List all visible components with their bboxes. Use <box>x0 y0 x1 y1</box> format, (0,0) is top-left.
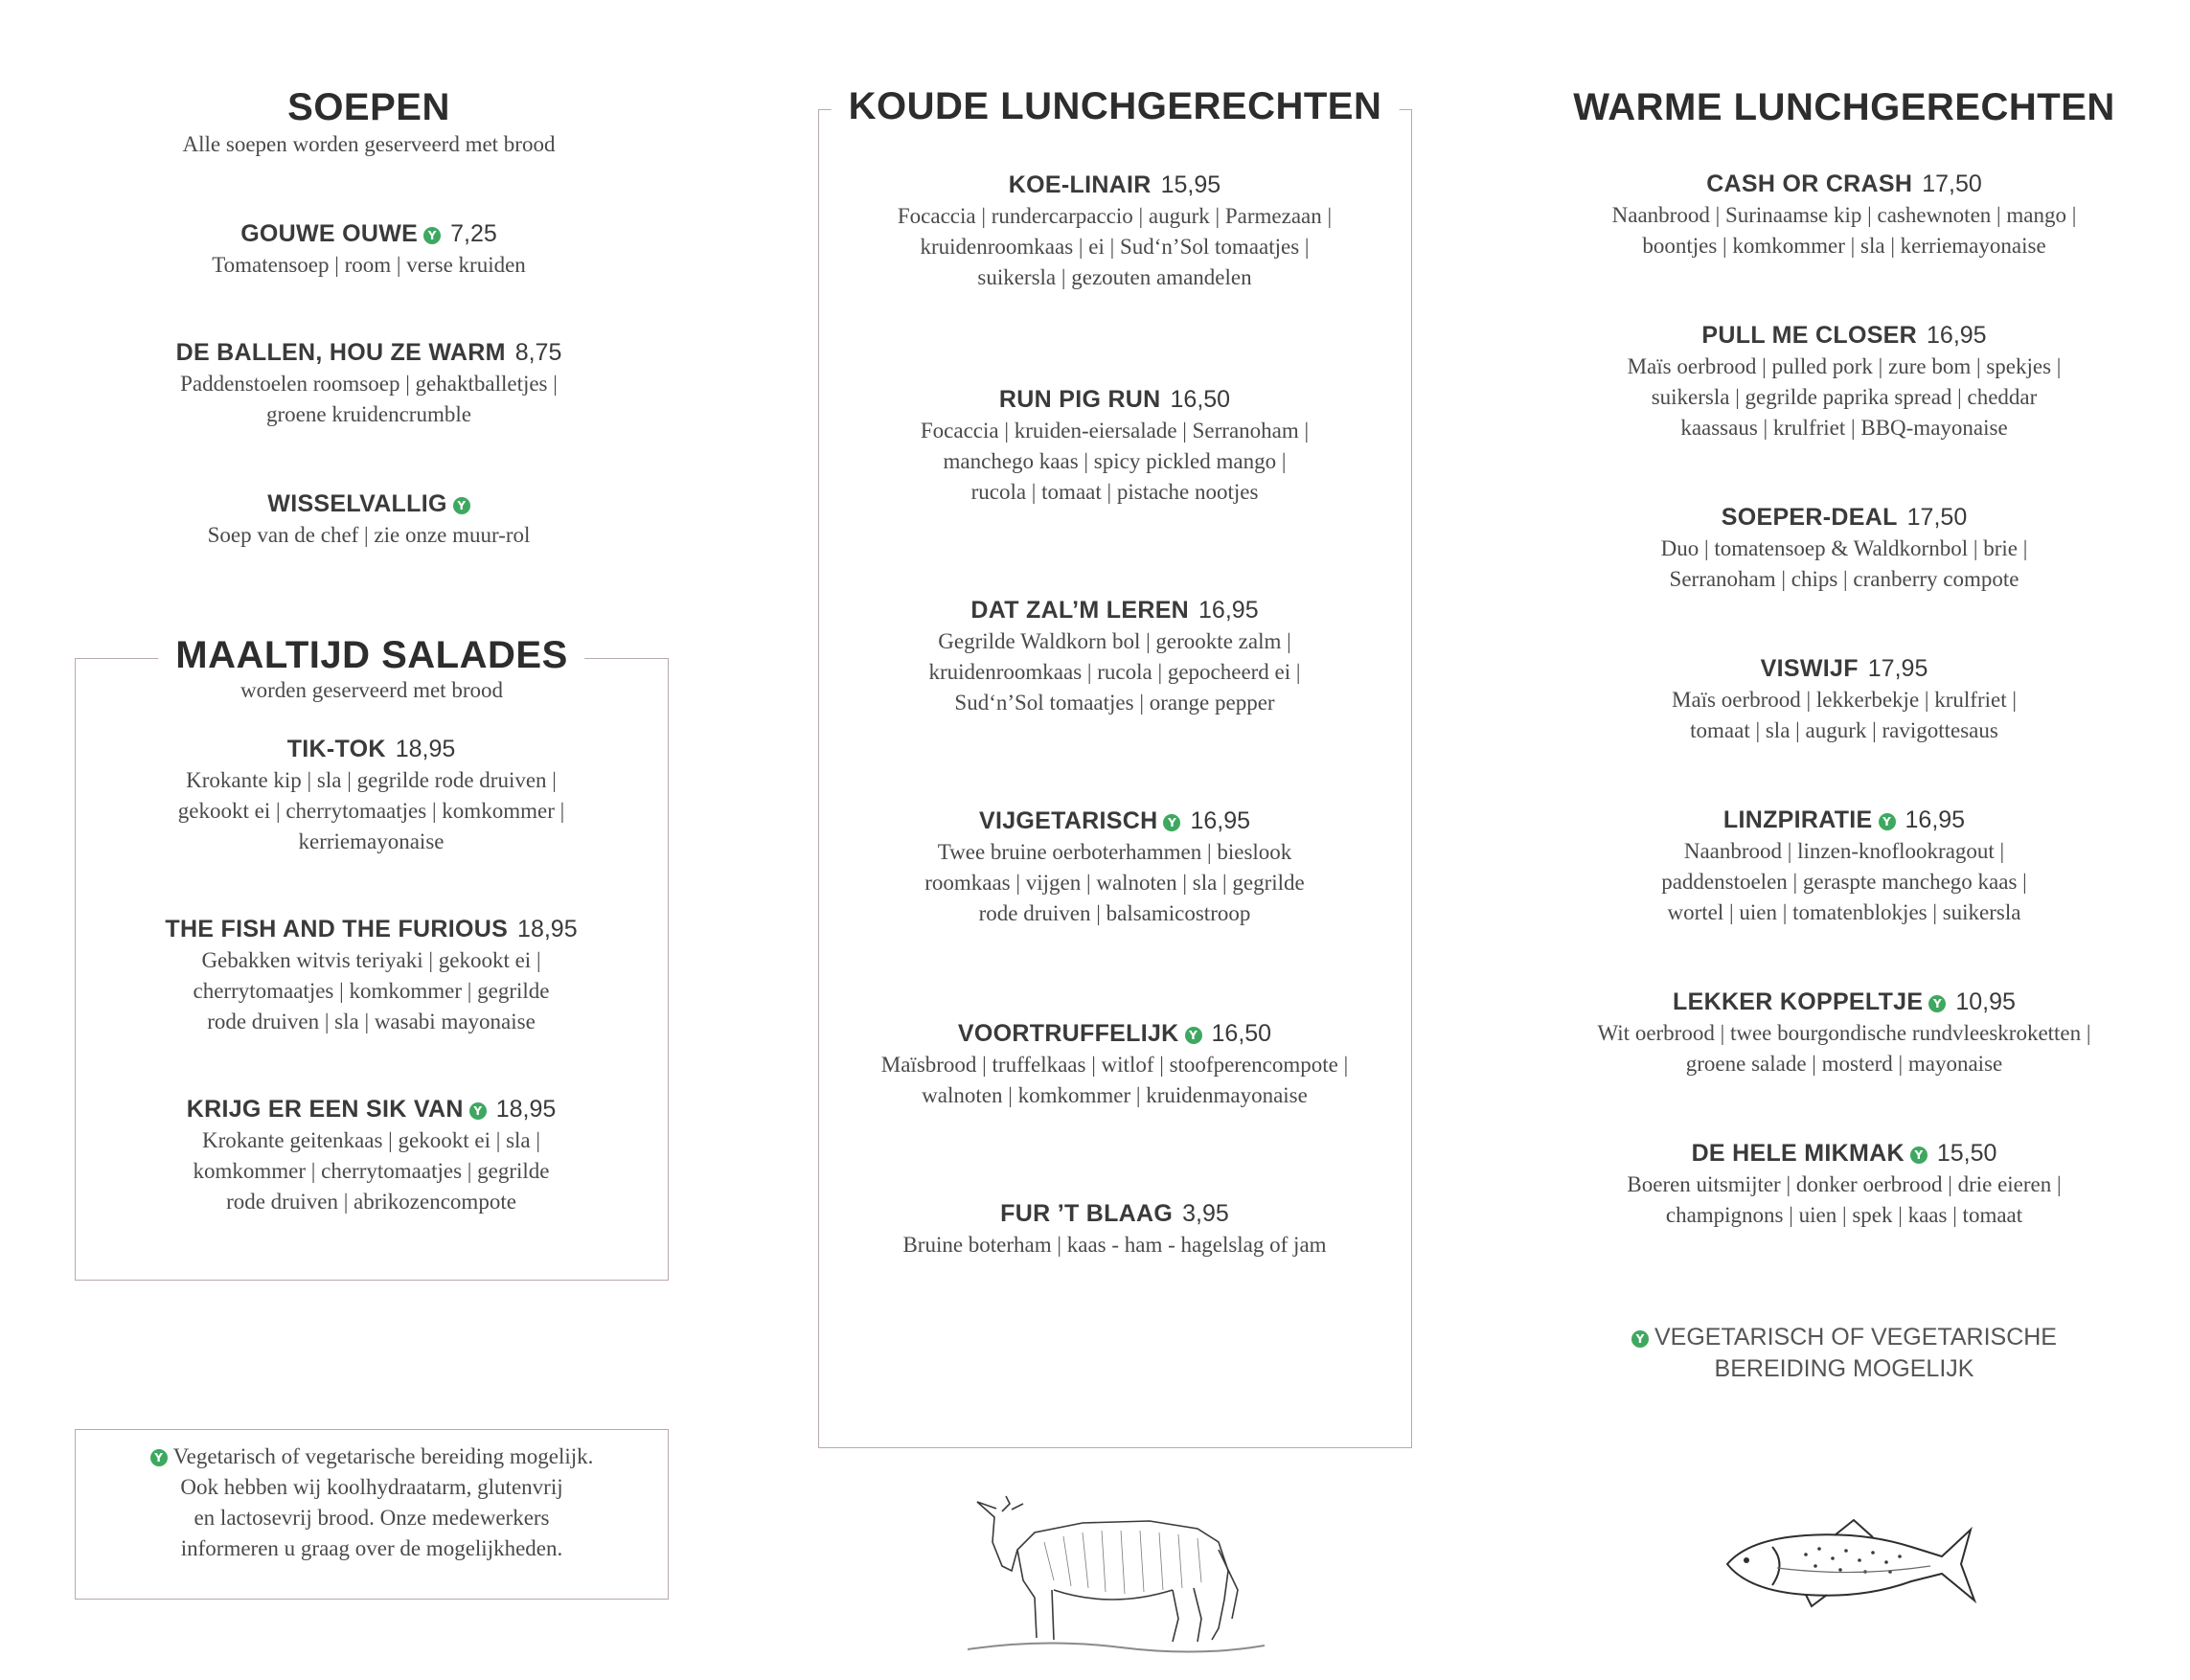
veg-legend <box>1552 1322 2136 1385</box>
menu-item-description: tomaat | sla | augurk | ravigottesaus <box>1690 718 1998 742</box>
menu-item <box>1552 169 2136 261</box>
menu-item-description: Serranoham | chips | cranberry compote <box>1669 567 2019 591</box>
menu-item-price: 8,75 <box>514 339 562 366</box>
vegetarian-icon: Y <box>423 227 441 244</box>
menu-item <box>77 218 661 281</box>
menu-item <box>819 806 1410 929</box>
soepen-title: SOEPEN <box>287 86 450 128</box>
vegetarian-icon: Y <box>1631 1330 1649 1348</box>
menu-item-name: DE BALLEN, HOU ZE WARM <box>175 339 506 366</box>
menu-item-heading <box>1552 320 2136 352</box>
menu-item <box>819 595 1410 718</box>
menu-item-name: RUN PIG RUN <box>998 386 1161 413</box>
menu-item <box>819 384 1410 508</box>
soepen-section <box>77 84 661 159</box>
menu-item-heading <box>1552 169 2136 200</box>
menu-item-description: rode druiven | sla | wasabi mayonaise <box>207 1010 536 1033</box>
menu-item-name: GOUWE OUWE <box>240 220 419 247</box>
menu-item <box>76 914 667 1037</box>
koude-box <box>818 85 1412 1448</box>
legend-line <box>1552 1353 2136 1385</box>
cow-illustration <box>968 1475 1265 1657</box>
menu-item-heading <box>76 734 667 765</box>
menu-item-name: DAT ZAL’M LEREN <box>970 597 1190 624</box>
menu-item-name: FUR ’T BLAAG <box>1000 1200 1174 1227</box>
salades-subtitle: worden geserveerd met brood <box>240 678 503 702</box>
menu-item-description: Paddenstoelen roomsoep | gehaktballetjes | <box>180 372 558 396</box>
menu-item <box>819 1018 1410 1111</box>
menu-item-description: kruidenroomkaas | ei | Sud‘n’Sol tomaatjes | <box>920 235 1310 259</box>
menu-item-price: 15,95 <box>1160 171 1221 198</box>
menu-item-description: Naanbrood | linzen-knoflookragout | <box>1683 839 2005 863</box>
menu-item-heading <box>819 1018 1410 1050</box>
menu-item-heading <box>1552 1138 2136 1169</box>
note-line <box>76 1503 668 1533</box>
menu-item <box>1552 653 2136 746</box>
menu-item-heading <box>77 488 661 520</box>
soepen-subtitle: Alle soepen worden geserveerd met brood <box>182 132 556 156</box>
menu-item <box>1552 502 2136 595</box>
menu-item-description: wortel | uien | tomatenblokjes | suikersla <box>1667 900 2021 924</box>
menu-item-description: Focaccia | rundercarpaccio | augurk | Parmezaan | <box>897 204 1333 228</box>
menu-item-description: suikersla | gezouten amandelen <box>977 265 1252 289</box>
menu-item <box>1552 320 2136 443</box>
vegetarian-icon: Y <box>150 1449 168 1466</box>
menu-item-description: Krokante kip | sla | gegrilde rode druiven | <box>186 768 557 792</box>
menu-item <box>1552 1138 2136 1231</box>
menu-item-description: kaassaus | krulfriet | BBQ-mayonaise <box>1680 416 2008 440</box>
note-box <box>75 1429 669 1600</box>
menu-item-price: 3,95 <box>1182 1200 1229 1227</box>
menu-item-description: cherrytomaatjes | komkommer | gegrilde <box>193 979 550 1003</box>
menu-item <box>1552 987 2136 1079</box>
menu-item-heading <box>1552 502 2136 534</box>
menu-item <box>77 337 661 430</box>
menu-item-description: Gebakken witvis teriyaki | gekookt ei | <box>201 948 541 972</box>
menu-item-description: paddenstoelen | geraspte manchego kaas | <box>1661 870 2027 894</box>
menu-item-name: KRIJG ER EEN SIK VAN <box>186 1096 464 1123</box>
menu-item-name: LEKKER KOPPELTJE <box>1673 988 1924 1015</box>
menu-item-description: rode druiven | abrikozencompote <box>226 1190 516 1214</box>
menu-item-name: KOE-LINAIR <box>1008 171 1152 198</box>
menu-item-price: 10,95 <box>1955 988 2016 1015</box>
vegetarian-icon: Y <box>1185 1027 1202 1044</box>
menu-item <box>819 1198 1410 1260</box>
salades-title-wrap <box>158 632 584 678</box>
menu-item-heading <box>1552 653 2136 685</box>
note-line <box>76 1472 668 1503</box>
warme-title: WARME LUNCHGERECHTEN <box>1573 86 2115 128</box>
menu-item-price: 16,50 <box>1170 386 1231 413</box>
menu-item-price: 18,95 <box>517 916 578 942</box>
menu-item-description: Duo | tomatensoep & Waldkornbol | brie | <box>1660 536 2028 560</box>
legend-line-text: BEREIDING MOGELIJK <box>1714 1355 1974 1382</box>
note-line-text: Vegetarisch of vegetarische bereiding mogelijk. <box>172 1444 594 1468</box>
legend-line <box>1552 1322 2136 1353</box>
menu-item-heading <box>819 1198 1410 1230</box>
menu-item-heading <box>819 595 1410 626</box>
menu-item-price: 7,25 <box>450 220 497 247</box>
note-line-text: informeren u graag over de mogelijkheden. <box>180 1536 563 1560</box>
menu-item-heading <box>819 806 1410 837</box>
legend-line-text: VEGETARISCH OF VEGETARISCHE <box>1654 1324 2057 1351</box>
menu-item <box>819 170 1410 293</box>
note-text <box>76 1442 668 1564</box>
menu-item-name: SOEPER-DEAL <box>1721 504 1898 531</box>
warme-section <box>1552 84 2136 130</box>
menu-item-price: 17,50 <box>1906 504 1968 531</box>
menu-item-heading <box>819 384 1410 416</box>
salades-box <box>75 634 669 1281</box>
note-line-text: en lactosevrij brood. Onze medewerkers <box>194 1506 550 1530</box>
menu-item-description: Naanbrood | Surinaamse kip | cashewnoten | mango | <box>1611 203 2077 227</box>
menu-item-name: VIJGETARISCH <box>978 807 1158 834</box>
menu-item-name: WISSELVALLIG <box>267 490 447 517</box>
fish-illustration <box>1720 1518 1983 1609</box>
menu-item-description: walnoten | komkommer | kruidenmayonaise <box>922 1083 1308 1107</box>
menu-item-heading <box>1552 805 2136 836</box>
koude-title: KOUDE LUNCHGERECHTEN <box>848 85 1382 127</box>
menu-item-price: 17,50 <box>1922 170 1982 197</box>
menu-item-price: 16,95 <box>1927 322 1987 349</box>
menu-item-description: rode druiven | balsamicostroop <box>978 901 1251 925</box>
menu-item-name: CASH OR CRASH <box>1706 170 1913 197</box>
vegetarian-icon: Y <box>469 1102 487 1120</box>
menu-item-price: 15,50 <box>1936 1140 1997 1167</box>
menu-item-description: Soep van de chef | zie onze muur-rol <box>207 523 531 547</box>
menu-item-name: DE HELE MIKMAK <box>1691 1140 1905 1167</box>
menu-item-description: Maïs oerbrood | pulled pork | zure bom | spekjes | <box>1627 354 2062 378</box>
menu-item-price: 17,95 <box>1867 655 1928 682</box>
menu-item-description: kruidenroomkaas | rucola | gepocheerd ei | <box>928 660 1301 684</box>
menu-item-description: rucola | tomaat | pistache nootjes <box>970 480 1259 504</box>
menu-item-description: Boeren uitsmijter | donker oerbrood | drie eieren | <box>1627 1172 2062 1196</box>
menu-item <box>76 734 667 857</box>
menu-item-price: 18,95 <box>495 1096 557 1123</box>
menu-item-heading <box>77 218 661 250</box>
menu-item-description: Bruine boterham | kaas - ham - hagelslag of jam <box>902 1233 1327 1257</box>
menu-item-description: Twee bruine oerboterhammen | bieslook <box>937 840 1292 864</box>
menu-item-description: groene salade | mosterd | mayonaise <box>1685 1052 2003 1076</box>
vegetarian-icon: Y <box>1879 813 1896 830</box>
menu-item-description: manchego kaas | spicy pickled mango | <box>943 449 1287 473</box>
menu-item-heading <box>77 337 661 369</box>
menu-item-description: kerriemayonaise <box>298 829 445 853</box>
menu-item-heading <box>1552 987 2136 1018</box>
menu-item-heading <box>76 914 667 945</box>
menu-item-description: Gegrilde Waldkorn bol | gerookte zalm | <box>938 629 1291 653</box>
menu-item-name: VOORTRUFFELIJK <box>957 1020 1179 1047</box>
menu-item <box>1552 805 2136 928</box>
menu-item-price: 16,95 <box>1190 807 1251 834</box>
menu-item-price: 16,95 <box>1198 597 1259 624</box>
vegetarian-icon: Y <box>1163 814 1180 831</box>
koude-title-wrap <box>832 83 1400 129</box>
note-line-text: Ook hebben wij koolhydraatarm, glutenvrij <box>180 1475 563 1499</box>
vegetarian-icon: Y <box>1928 995 1946 1012</box>
menu-item-description: Maïsbrood | truffelkaas | witlof | stoofperencompote | <box>880 1053 1349 1077</box>
menu-item-description: Maïs oerbrood | lekkerbekje | krulfriet | <box>1672 688 2017 712</box>
menu-item-price: 16,95 <box>1905 806 1966 833</box>
menu-item-description: Sud‘n’Sol tomaatjes | orange pepper <box>954 691 1275 715</box>
menu-item-description: roomkaas | vijgen | walnoten | sla | gegrilde <box>924 871 1305 895</box>
menu-item-name: THE FISH AND THE FURIOUS <box>165 916 509 942</box>
salades-title: MAALTIJD SALADES <box>175 634 568 676</box>
menu-item-name: PULL ME CLOSER <box>1701 322 1918 349</box>
menu-item-description: champignons | uien | spek | kaas | tomaat <box>1665 1203 2023 1227</box>
vegetarian-icon: Y <box>1910 1146 1928 1164</box>
menu-item-description: Tomatensoep | room | verse kruiden <box>212 253 526 277</box>
menu-item-description: groene kruidencrumble <box>266 402 471 426</box>
menu-item-description: Krokante geitenkaas | gekookt ei | sla | <box>202 1128 540 1152</box>
note-line <box>76 1533 668 1564</box>
vegetarian-icon: Y <box>453 497 470 514</box>
menu-item-description: gekookt ei | cherrytomaatjes | komkommer | <box>177 799 565 823</box>
menu-item-name: TIK-TOK <box>286 736 386 762</box>
menu-item-description: Wit oerbrood | twee bourgondische rundvleeskroketten | <box>1597 1021 2091 1045</box>
menu-item-price: 16,50 <box>1211 1020 1272 1047</box>
note-line <box>76 1442 668 1472</box>
menu-item <box>76 1094 667 1217</box>
menu-item-name: LINZPIRATIE <box>1722 806 1873 833</box>
menu-item-description: boontjes | komkommer | sla | kerriemayonaise <box>1642 234 2046 258</box>
menu-item-price: 18,95 <box>395 736 456 762</box>
menu-item-description: suikersla | gegrilde paprika spread | cheddar <box>1651 385 2038 409</box>
menu-item <box>77 488 661 551</box>
menu-item-description: Focaccia | kruiden-eiersalade | Serranoham | <box>920 419 1310 443</box>
menu-item-description: komkommer | cherrytomaatjes | gegrilde <box>193 1159 550 1183</box>
menu-item-heading <box>76 1094 667 1125</box>
menu-item-name: VISWIJF <box>1760 655 1859 682</box>
menu-item-heading <box>819 170 1410 201</box>
